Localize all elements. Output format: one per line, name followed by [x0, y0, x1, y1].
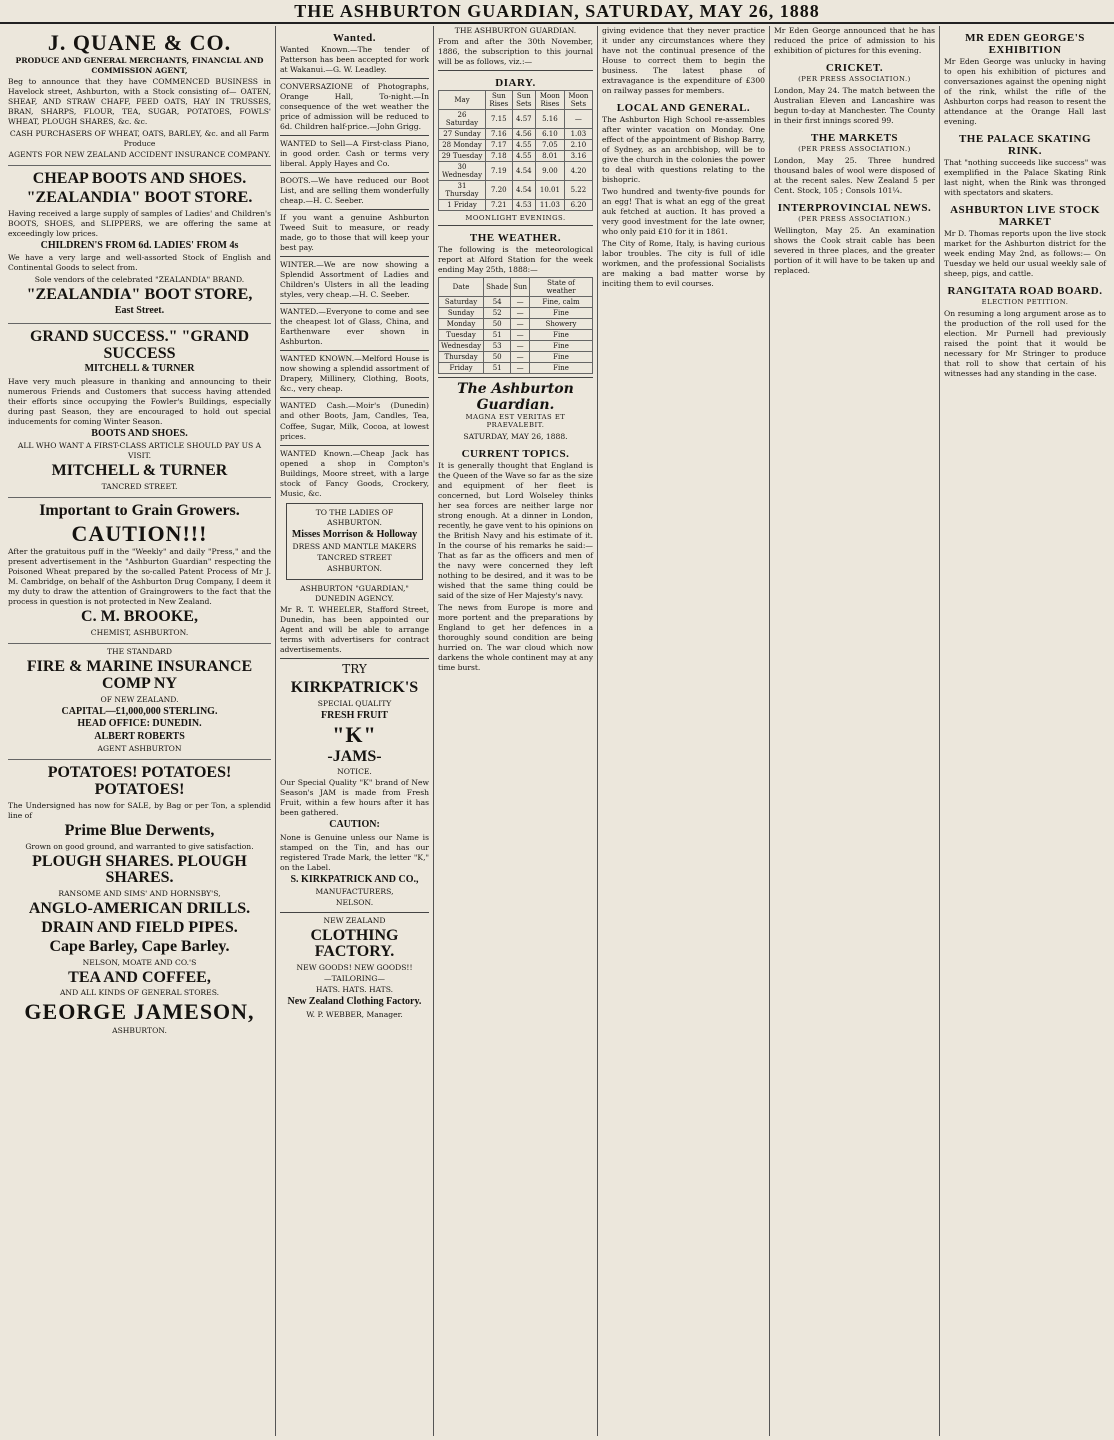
boots-shoes: BOOTS AND SHOES. [91, 427, 188, 439]
clothing-factory: CLOTHING FACTORY. [310, 926, 399, 961]
weather-cell: Friday [439, 363, 484, 374]
diary-cell: 1.03 [564, 129, 592, 140]
cricket-body: London, May 24. The match between the Australian Eleven and Lancashire was begun to-day at Manchester. The County in their first innings scored 99. [774, 86, 935, 126]
divider [280, 303, 429, 304]
column-3 [434, 26, 598, 1436]
weather-cell: — [511, 297, 530, 308]
guardian-header-body: From and after the 30th November, 1886, the subscription to this journal will be as follows, viz.:— [438, 37, 593, 67]
diary-column-header: May [439, 91, 486, 110]
weather-body: The following is the meteorological report at Alford Station for the week ending May 25th, 1888:— [438, 245, 593, 275]
divider [280, 350, 429, 351]
interprovincial-heading: INTERPROVINCIAL NEWS. [777, 202, 932, 215]
weather-cell: 53 [484, 341, 511, 352]
weather-cell: 52 [484, 308, 511, 319]
diary-row [439, 129, 593, 140]
skating-heading: THE PALACE SKATING RINK. [958, 133, 1092, 158]
diary-cell: 7.21 [486, 200, 513, 211]
press-association: (PER PRESS ASSOCIATION.) [798, 215, 911, 224]
diary-cell: 1 Friday [439, 200, 486, 211]
diary-row [439, 151, 593, 162]
local-body: The Ashburton High School re-assembles after winter vacation on Monday. One effect of the appointment of Bishop Barry, of Sydney, as an archbishop, will be to give the church in the colonies the power to deal with questions relating to the bishopric. [602, 115, 765, 185]
divider [280, 445, 429, 446]
divider [280, 912, 429, 913]
weather-row [439, 297, 593, 308]
diary-cell: 4.55 [512, 140, 535, 151]
weather-row [439, 319, 593, 330]
tancred-street-2: TANCRED STREET [317, 553, 392, 563]
agency-heading: ASHBURTON "GUARDIAN," DUNEDIN AGENCY. [300, 584, 409, 604]
weather-cell: 50 [484, 352, 511, 363]
local-heading: LOCAL AND GENERAL. [616, 102, 751, 115]
quane-cash: CASH PURCHASERS OF WHEAT, OATS, BARLEY, &c. and all Farm Produce [9, 129, 270, 149]
divider [280, 135, 429, 136]
wanted-6: WANTED Known.—Cheap Jack has opened a shop in Compton's Buildings, Moore street, with a large stock of Fancy Goods, Crockery, Music, &c. [280, 448, 429, 498]
albert-roberts: ALBERT ROBERTS [94, 730, 185, 742]
diary-cell: 7.17 [486, 140, 513, 151]
conversazione: CONVERSAZIONE of Photographs, Orange Hall, To-night.—In consequence of the wet weather the price of admission will be reduced to 6d. Children half-price.—John Grigg. [280, 82, 429, 132]
caution-2: CAUTION: [329, 819, 380, 831]
dress-makers: DRESS AND MANTLE MAKERS [292, 542, 417, 552]
try: TRY [342, 662, 367, 677]
potatoes: POTATOES! POTATOES! POTATOES! [47, 764, 232, 798]
weather-row [439, 352, 593, 363]
quane-subtitle: PRODUCE AND GENERAL MERCHANTS, FINANCIAL AND COMMISSION AGENT, [15, 56, 264, 76]
weather-cell: Wednesday [439, 341, 484, 352]
boots-notice: BOOTS.—We have reduced our Boot List, and are selling them wonderfully cheap.—H. C. Seeber. [280, 176, 429, 206]
diary-cell: 4.55 [512, 151, 535, 162]
diary-row [439, 200, 593, 211]
issue-date: SATURDAY, MAY 26, 1888. [463, 432, 568, 442]
notice-body: Our Special Quality "K" brand of New Season's JAM is made from Fresh Fruit, within a few hours after it has been gathered. [280, 778, 429, 818]
weather-cell: 51 [484, 330, 511, 341]
caution-advert [8, 498, 271, 644]
election-body: On resuming a long argument arose as to the production of the roll used for the election. Mr Purnell had previously raised the point that it would be necessary for Mr Stringer to produce that roll to show that certain of his witnesses had any standing in the case. [944, 309, 1106, 379]
weather-cell: Saturday [439, 297, 484, 308]
weather-column-header: Date [439, 278, 484, 297]
diary-cell: 31 Thursday [439, 181, 486, 200]
diary-column-header: Sun Rises [486, 91, 513, 110]
election-petition: ELECTION PETITION. [981, 298, 1069, 307]
weather-cell: Showery [530, 319, 593, 330]
quane-advert [8, 26, 271, 166]
fresh-fruit: FRESH FRUIT [321, 709, 388, 721]
press-association: (PER PRESS ASSOCIATION.) [798, 145, 911, 154]
diary-cell: 6.20 [564, 200, 592, 211]
weather-cell: Fine [530, 352, 593, 363]
skating-body: That "nothing succeeds like success" was exemplified in the Palace Skating Rink last night, when the Rink was thronged with spectators and skaters. [944, 158, 1106, 198]
manufacturers: MANUFACTURERS, [315, 887, 394, 897]
weather-cell: 50 [484, 319, 511, 330]
motto: MAGNA EST VERITAS ET PRAEVALEBIT. [465, 413, 566, 430]
weather-row [439, 341, 593, 352]
diary-column-header: Sun Sets [512, 91, 535, 110]
diary-cell: 7.16 [486, 129, 513, 140]
diary-cell: 4.53 [512, 200, 535, 211]
exhibition-heading: MR EDEN GEORGE'S EXHIBITION [965, 32, 1085, 56]
diary-heading: DIARY. [495, 77, 536, 90]
k-brand: "K" [332, 722, 377, 748]
weather-cell: 54 [484, 297, 511, 308]
masthead [0, 0, 1114, 24]
mitchell-body: Have very much pleasure in thanking and announcing to their numerous Friends and Customers that success having attended their efforts since occupying the Fowler's Buildings, especially during past Season, they are encouraged to hold out special inducements for coming Winter Season. [8, 376, 271, 426]
diary-cell: 7.15 [486, 110, 513, 129]
wheeler-notice: Mr R. T. WHEELER, Stafford Street, Dunedin, has been appointed our Agent and will be able to arrange terms with advertisers for contract advertisements. [280, 605, 429, 655]
if-want: If you want a genuine Ashburton Tweed Suit to measure, or ready made, go to those that will keep your best pay. [280, 213, 429, 253]
boots-body: Having received a large supply of samples of Ladies' and Children's BOOTS, SHOES, and SLIPPERS, we are offering the same at exceedingly low prices. [8, 208, 271, 238]
weather-column-header: Sun [511, 278, 530, 297]
boots-body-2: We have a very large and well-assorted Stock of English and Continental Goods to select from. [8, 253, 271, 273]
diary-cell: 8.01 [536, 151, 565, 162]
ladies-heading: TO THE LADIES OF ASHBURTON. [315, 507, 394, 527]
diary-cell: 27 Sunday [439, 129, 486, 140]
markets-heading: THE MARKETS [810, 132, 899, 145]
weather-cell: Sunday [439, 308, 484, 319]
diary-cell: 3.16 [564, 151, 592, 162]
topics-body: It is generally thought that England is the Queen of the Wave so far as the size and equipment of her fleet is concerned, but Lord Wolseley thinks her sea forces are neither large nor strong enough. At a dinner in London, recently, he gave vent to his opinions on the British Navy and his estimate of it. In the course of his remarks he said:— That as far as the officers and men of the navy were concerned they left nothing to be desired, and it was to be wished that the same thing could be said of the size of Her Majesty's navy. [438, 461, 593, 601]
derwents: Prime Blue Derwents, [64, 821, 215, 839]
nz-clothing: New Zealand Clothing Factory. [287, 996, 422, 1008]
press-association: (PER PRESS ASSOCIATION.) [798, 75, 911, 84]
ransome: RANSOME AND SIMS' AND HORNSBY'S, [58, 889, 221, 899]
tailoring: —TAILORING— [323, 974, 386, 984]
diary-cell: 6.10 [536, 129, 565, 140]
col5-body: Mr Eden George announced that he has reduced the price of admission to his exhibition of pictures for this evening. [774, 26, 935, 56]
mitchell-turner-2: MITCHELL & TURNER [51, 462, 228, 480]
nelson-2: NELSON. [335, 898, 374, 908]
divider [280, 78, 429, 79]
livestock-heading: ASHBURTON LIVE STOCK MARKET [950, 204, 1100, 229]
quane-title: J. QUANE & CO. [47, 30, 232, 55]
weather-heading: THE WEATHER. [469, 232, 562, 245]
masthead-title: THE ASHBURTON GUARDIAN, SATURDAY, MAY 26, 1888 [294, 1, 820, 21]
weather-cell: — [511, 319, 530, 330]
divider [280, 397, 429, 398]
column-5 [770, 26, 940, 1436]
notice-heading: NOTICE. [337, 767, 372, 777]
caution-heading: CAUTION!!! [71, 521, 208, 547]
local-body-3: The City of Rome, Italy, is having curious labor troubles. The city is full of idle workmen, and the professional Socialists are making a bad matter worse by inciting them to evil courses. [602, 239, 765, 289]
diary-cell: 5.16 [536, 110, 565, 129]
brooke-sub: CHEMIST, ASHBURTON. [90, 628, 189, 638]
nelson-moate: NELSON, MOATE AND CO.'S [82, 957, 197, 967]
diary-cell: 28 Monday [439, 140, 486, 151]
guardian-header: THE ASHBURTON GUARDIAN. [454, 26, 577, 35]
diary-cell: 2.10 [564, 140, 592, 151]
diary-cell: — [564, 110, 592, 129]
quane-agents: AGENTS FOR NEW ZEALAND ACCIDENT INSURANCE COMPANY. [8, 150, 271, 160]
insurance-advert [8, 644, 271, 760]
exhibition-body: Mr Eden George was unlucky in having to open his exhibition of pictures and conversaziones against the opening night of the rink, whilst the rifle of the Ashburton corps had reason to resent the attendance at the Orange Hall last evening. [944, 57, 1106, 127]
wanted-2: WANTED to Sell—A First-class Piano, in good order. Cash or terms very liberal. Apply Hayes and Co. [280, 139, 429, 169]
diary-cell: 30 Wednesday [439, 162, 486, 181]
derwents-sub: Grown on good ground, and warranted to give satisfaction. [25, 841, 254, 851]
ashburton-2: ASHBURTON. [327, 564, 382, 574]
weather-cell: — [511, 341, 530, 352]
cricket-heading: CRICKET. [825, 62, 884, 75]
wanted-3: WANTED.—Everyone to come and see the cheapest lot of Glass, China, and Earthenware ever shown in Ashburton. [280, 307, 429, 347]
weather-cell: 51 [484, 363, 511, 374]
drain-pipes: DRAIN AND FIELD PIPES. [41, 919, 238, 937]
weather-cell: Fine [530, 330, 593, 341]
grain-growers: Important to Grain Growers. [39, 502, 240, 520]
diary-cell: 10.01 [536, 181, 565, 200]
weather-cell: — [511, 308, 530, 319]
diary-cell: 7.18 [486, 151, 513, 162]
wanted-4: WANTED KNOWN.—Melford House is now showing a splendid assortment of Drapery, Millinery, Clothing, Boots, &c., very cheap. [280, 354, 429, 394]
standard: THE STANDARD [106, 647, 172, 657]
fire-marine: FIRE & MARINE INSURANCE COMP NY [26, 658, 253, 692]
diary-cell: 5.22 [564, 181, 592, 200]
weather-cell: Fine [530, 363, 593, 374]
jameson-advert [8, 760, 271, 1040]
diary-cell: 26 Saturday [439, 110, 486, 129]
childrens-prices: CHILDREN'S FROM 6d. LADIES' FROM 4s [40, 239, 239, 251]
weather-row [439, 363, 593, 374]
weather-cell: Fine, calm [530, 297, 593, 308]
page-columns [4, 26, 1110, 1436]
diary-cell: 11.03 [536, 200, 565, 211]
weather-column-header: State of weather [530, 278, 593, 297]
topics-heading: CURRENT TOPICS. [461, 448, 570, 461]
divider [280, 256, 429, 257]
mitchell-turner: MITCHELL & TURNER [84, 363, 195, 375]
diary-row [439, 140, 593, 151]
winter-notice: WINTER.—We are now showing a Splendid Assortment of Ladies and Children's Ulsters in all the leading styles, very cheap.—H. C. Seeber. [280, 260, 429, 300]
column-2 [276, 26, 434, 1436]
general-stores: AND ALL KINDS OF GENERAL STORES. [59, 988, 220, 998]
weather-row [439, 330, 593, 341]
divider [438, 225, 593, 226]
diary-cell: 29 Tuesday [439, 151, 486, 162]
kirkpatrick: KIRKPATRICK'S [290, 679, 419, 697]
plough-shares: PLOUGH SHARES. PLOUGH SHARES. [32, 852, 247, 887]
divider [280, 209, 429, 210]
column-6 [940, 26, 1110, 1436]
weather-cell: — [511, 330, 530, 341]
weather-cell: Fine [530, 341, 593, 352]
weather-column-header: Shade [484, 278, 511, 297]
mitchell-advert [8, 324, 271, 499]
weather-row [439, 308, 593, 319]
hats: HATS. HATS. HATS. [315, 985, 394, 995]
weather-table [438, 277, 593, 374]
wanted-heading: Wanted. [333, 32, 376, 44]
tea-coffee: TEA AND COFFEE, [68, 968, 211, 986]
divider [280, 658, 429, 659]
zealandia-heading-2: "ZEALANDIA" BOOT STORE, [26, 286, 253, 304]
column-4 [598, 26, 770, 1436]
livestock-body: Mr D. Thomas reports upon the live stock market for the Ashburton district for the week ending May 2nd, as follows:— On Tuesday we held our usual weekly sale of sheep, pigs, and cattle. [944, 229, 1106, 279]
weather-cell: Tuesday [439, 330, 484, 341]
weather-cell: — [511, 352, 530, 363]
interprovincial-body: Wellington, May 25. An examination shows the Cook strait cable has been severed in three places, and the greater portion of it will have to be taken up and replaced. [774, 226, 935, 276]
caution-body: After the gratuitous puff in the "Weekly" and daily "Press," and the present advertisement in the "Ashburton Guardian" respecting the Poisoned Wheat prepared by the so-called Patent Process of Mr J. M. Cambridge, on behalf of the Ashburton Drug Company, I deem it my duty to draw the attention of Graingrowers to the fact that the process in question is not protected in New Zealand. [8, 547, 271, 607]
divider [280, 172, 429, 173]
jameson-name: GEORGE JAMESON, [24, 999, 255, 1025]
morrison-advert [286, 503, 423, 581]
markets-body: London, May 25. Three hundred thousand bales of wool were disposed of at the recent sales. New Zealand 5 per Cent. Stock, 105 ; Consols 101¼. [774, 156, 935, 196]
local-body-2: Two hundred and twenty-five pounds for an egg! That is what an egg of the great auk fetched at auction. It has proved a very good investment for the late owner, who only paid £10 for it in 1861. [602, 187, 765, 237]
column-1 [4, 26, 276, 1436]
diary-row [439, 110, 593, 129]
diary-cell: 4.54 [512, 162, 535, 181]
boots-title: CHEAP BOOTS AND SHOES. [32, 170, 247, 188]
all-who-want: ALL WHO WANT A FIRST-CLASS ARTICLE SHOULD PAY US A VISIT. [17, 441, 262, 461]
weather-cell: Fine [530, 308, 593, 319]
grand-success: GRAND SUCCESS." "GRAND SUCCESS [29, 327, 250, 362]
capital: CAPITAL—£1,000,000 STERLING. [61, 705, 218, 717]
diary-column-header: Moon Rises [536, 91, 565, 110]
jameson-town: ASHBURTON. [112, 1025, 167, 1035]
new-goods: NEW GOODS! NEW GOODS!! [296, 963, 413, 973]
diary-cell: 9.00 [536, 162, 565, 181]
special-quality: SPECIAL QUALITY [317, 698, 392, 708]
wanted-1: Wanted Known.—The tender of Patterson has been accepted for work at Wakanui.—G. W. Leadley. [280, 45, 429, 75]
of-nz: OF NEW ZEALAND. [100, 694, 179, 704]
quane-body: Beg to announce that they have COMMENCED BUSINESS in Havelock street, Ashburton, with a Stock consisting of— OATEN, SHEAF, AND STRAW CHAFF, FEED OATS, HAY IN TRUSSES, BRAN, SHARPS, FLOUR, TEA, SUGAR, POTATOES, FOWLS' WHEAT, PLOUGH SHARES, &c. &c. [8, 77, 271, 127]
diary-cell: 7.19 [486, 162, 513, 181]
diary-table [438, 90, 593, 211]
zealandia-heading: "ZEALANDIA" BOOT STORE. [26, 189, 253, 207]
rangitata-heading: RANGITATA ROAD BOARD. [947, 285, 1103, 298]
weather-cell: Thursday [439, 352, 484, 363]
divider [438, 70, 593, 71]
col4-body: giving evidence that they never practice it under any circumstances where they have not the continual presence of the House to correct them to begin the business. The latest phase of extravagance is the expenditure of £300 on railway passes for members. [602, 26, 765, 96]
diary-cell: 4.57 [512, 110, 535, 129]
agent: AGENT ASHBURTON [97, 744, 182, 754]
diary-row [439, 181, 593, 200]
anglo-drills: ANGLO-AMERICAN DRILLS. [28, 900, 251, 918]
webber: W. P. WEBBER, Manager. [306, 1009, 403, 1019]
morrison-name: Misses Morrison & Holloway [291, 528, 418, 540]
topics-body-2: The news from Europe is more and more portent and the preparations by England to get her defences in a thoroughly sound condition are being hurried on. The war cloud which now darkens the whole continent may at any time burst. [438, 603, 593, 673]
diary-cell: 4.20 [564, 162, 592, 181]
wanted-5: WANTED Cash.—Moir's (Dunedin) and other Boots, Jam, Candles, Tea, Coffee, Sugar, Milk, Cocoa, at lowest prices. [280, 401, 429, 441]
paper-name: The Ashburton Guardian. [457, 381, 574, 414]
diary-cell: 4.54 [512, 181, 535, 200]
weather-cell: — [511, 363, 530, 374]
weather-cell: Monday [439, 319, 484, 330]
diary-column-header: Moon Sets [564, 91, 592, 110]
zealandia-advert [8, 166, 271, 323]
caution-2-body: None is Genuine unless our Name is stamped on the Tin, and has our registered Trade Mark, the letter "K," on the Label. [280, 832, 429, 872]
east-street: East Street. [114, 305, 165, 317]
cape-barley: Cape Barley, Cape Barley. [49, 937, 230, 955]
tancred-street: TANCRED STREET. [101, 482, 178, 492]
brooke-name: C. M. BROOKE, [81, 608, 198, 626]
diary-cell: 7.05 [536, 140, 565, 151]
head-office: HEAD OFFICE: DUNEDIN. [77, 718, 202, 730]
divider [438, 377, 593, 378]
diary-cell: 4.56 [512, 129, 535, 140]
diary-cell: 7.20 [486, 181, 513, 200]
potatoes-body: The Undersigned has now for SALE, by Bag or per Ton, a splendid line of [8, 800, 271, 820]
kirkpatrick-co: S. KIRKPATRICK AND CO., [290, 873, 419, 885]
jams: -JAMS- [327, 747, 382, 765]
sole-vendors: Sole vendors of the celebrated "ZEALANDIA" BRAND. [34, 275, 245, 285]
diary-row [439, 162, 593, 181]
moonlight: MOONLIGHT EVENINGS. [465, 214, 566, 223]
new-zealand: NEW ZEALAND [323, 915, 386, 925]
